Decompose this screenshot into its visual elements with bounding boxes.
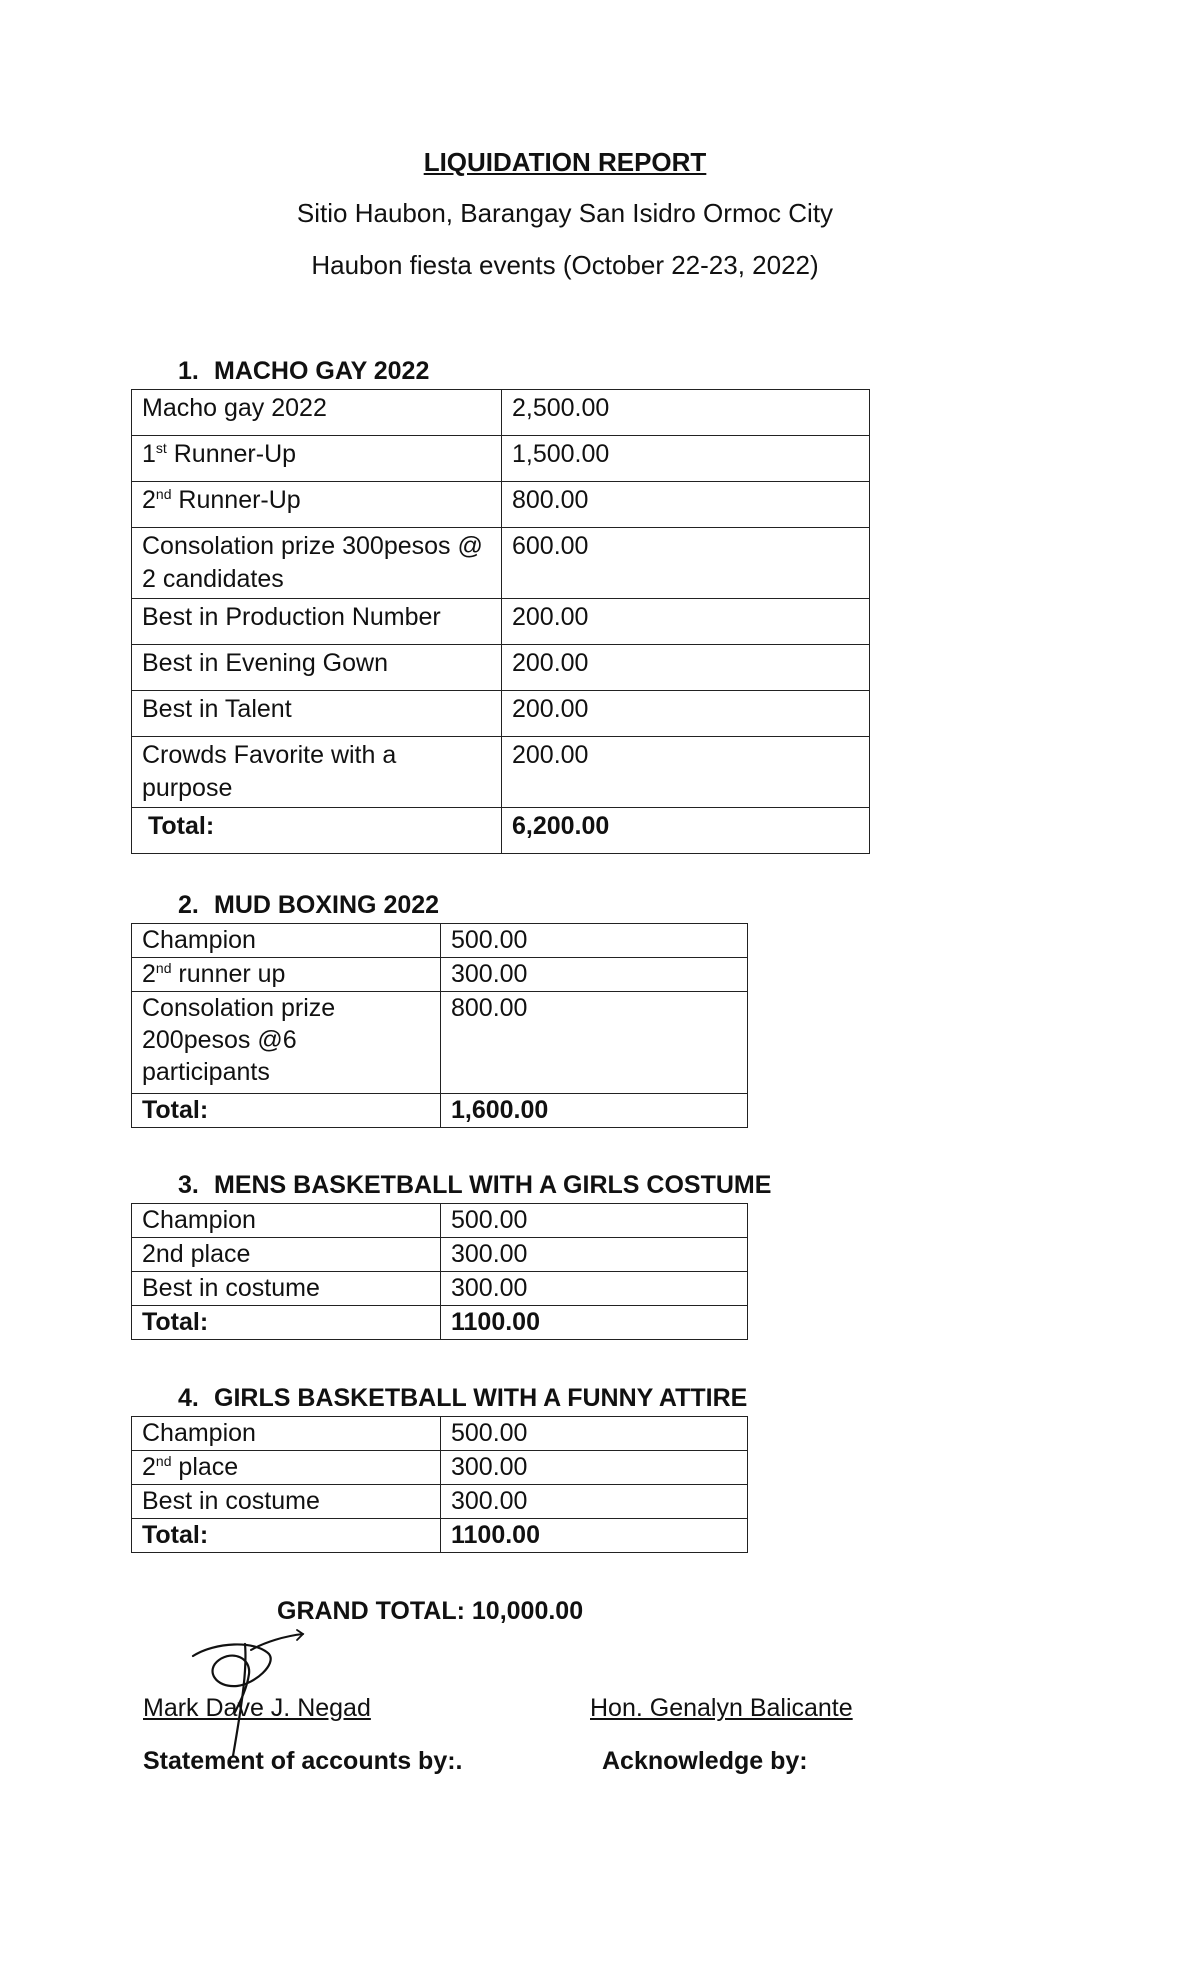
row-amount: 200.00 <box>502 599 870 645</box>
table-row <box>132 924 748 958</box>
row-label <box>132 482 502 528</box>
row-amount: 200.00 <box>502 691 870 737</box>
section-heading-2 <box>178 890 439 920</box>
acknowledged-by-role: Acknowledge by: <box>602 1747 808 1775</box>
row-label: Champion <box>132 1417 441 1451</box>
row-amount: 1,500.00 <box>502 436 870 482</box>
table-row <box>132 1417 748 1451</box>
total-amount: 6,200.00 <box>502 808 870 854</box>
table-row <box>132 992 748 1094</box>
section-heading-4 <box>178 1383 747 1413</box>
macho-gay-table <box>131 389 870 854</box>
ordinal-number: 2 <box>142 1453 156 1481</box>
prepared-by-name: Mark Dave J. Negad <box>143 1694 371 1722</box>
report-title: LIQUIDATION REPORT <box>423 147 707 177</box>
row-amount: 300.00 <box>441 958 748 992</box>
row-label: Champion <box>132 924 441 958</box>
total-amount: 1100.00 <box>441 1519 748 1553</box>
label-text: runner up <box>171 960 286 988</box>
ordinal-number: 2 <box>142 960 156 988</box>
label-text: place <box>171 1453 239 1481</box>
total-amount: 1100.00 <box>441 1306 748 1340</box>
row-amount: 500.00 <box>441 1204 748 1238</box>
section-heading-1 <box>178 356 429 386</box>
table-row <box>132 691 870 737</box>
ordinal-suffix: nd <box>155 486 172 502</box>
row-amount: 600.00 <box>502 528 870 599</box>
table-row <box>132 1485 748 1519</box>
mens-basketball-table <box>131 1203 748 1340</box>
table-row <box>132 1272 748 1306</box>
row-amount: 300.00 <box>441 1485 748 1519</box>
total-amount: 1,600.00 <box>441 1094 748 1128</box>
row-amount: 2,500.00 <box>502 390 870 436</box>
row-amount: 800.00 <box>502 482 870 528</box>
ordinal-suffix: nd <box>155 1453 172 1469</box>
ordinal-suffix: st <box>155 440 167 456</box>
section-number: 3. <box>178 1171 199 1199</box>
table-row <box>132 737 870 808</box>
table-row <box>132 436 870 482</box>
ordinal-suffix: nd <box>155 960 172 976</box>
label-text: Runner-Up <box>166 440 297 468</box>
section-number: 4. <box>178 1384 199 1412</box>
row-amount: 300.00 <box>441 1272 748 1306</box>
report-event: Haubon fiesta events (October 22-23, 2022) <box>311 250 819 280</box>
total-label: Total: <box>132 1306 441 1340</box>
row-amount: 500.00 <box>441 1417 748 1451</box>
total-row <box>132 1094 748 1128</box>
row-label <box>132 1451 441 1485</box>
mud-boxing-table <box>131 923 748 1128</box>
total-label: Total: <box>132 1094 441 1128</box>
row-amount: 300.00 <box>441 1238 748 1272</box>
table-row <box>132 1204 748 1238</box>
row-label: Best in Evening Gown <box>132 645 502 691</box>
section-number: 2. <box>178 891 199 919</box>
table-row <box>132 390 870 436</box>
section-title: MACHO GAY 2022 <box>214 357 430 385</box>
row-label: Macho gay 2022 <box>132 390 502 436</box>
acknowledged-by-name: Hon. Genalyn Balicante <box>590 1694 853 1722</box>
table-row <box>132 599 870 645</box>
section-title: MENS BASKETBALL WITH A GIRLS COSTUME <box>214 1171 772 1199</box>
label-text: Runner-Up <box>171 486 301 514</box>
total-label: Total: <box>132 808 502 854</box>
table-row <box>132 1451 748 1485</box>
table-row <box>132 1238 748 1272</box>
section-heading-3 <box>178 1170 771 1200</box>
report-location: Sitio Haubon, Barangay San Isidro Ormoc City <box>296 198 834 228</box>
handwritten-signature <box>185 1628 315 1758</box>
section-number: 1. <box>178 357 199 385</box>
row-label <box>132 436 502 482</box>
section-title: GIRLS BASKETBALL WITH A FUNNY ATTIRE <box>214 1384 748 1412</box>
row-amount: 200.00 <box>502 737 870 808</box>
row-label: Best in costume <box>132 1272 441 1306</box>
total-row <box>132 808 870 854</box>
row-label: 2nd place <box>132 1238 441 1272</box>
table-row <box>132 958 748 992</box>
table-row <box>132 645 870 691</box>
row-amount: 300.00 <box>441 1451 748 1485</box>
row-label: Crowds Favorite with a purpose <box>132 737 502 808</box>
row-label: Consolation prize 300pesos @ 2 candidates <box>132 528 502 599</box>
ordinal-number: 2 <box>142 486 156 514</box>
girls-basketball-table <box>131 1416 748 1553</box>
prepared-by-role: Statement of accounts by:. <box>143 1747 463 1775</box>
table-row <box>132 482 870 528</box>
total-row <box>132 1519 748 1553</box>
total-row <box>132 1306 748 1340</box>
row-label <box>132 958 441 992</box>
row-label: Champion <box>132 1204 441 1238</box>
row-amount: 800.00 <box>441 992 748 1094</box>
row-label: Best in costume <box>132 1485 441 1519</box>
ordinal-number: 1 <box>142 440 156 468</box>
row-amount: 500.00 <box>441 924 748 958</box>
row-label: Consolation prize 200pesos @6 participants <box>132 992 441 1094</box>
total-label: Total: <box>132 1519 441 1553</box>
grand-total: GRAND TOTAL: 10,000.00 <box>277 1597 584 1625</box>
row-label: Best in Production Number <box>132 599 502 645</box>
row-amount: 200.00 <box>502 645 870 691</box>
table-row <box>132 528 870 599</box>
row-label: Best in Talent <box>132 691 502 737</box>
section-title: MUD BOXING 2022 <box>214 891 440 919</box>
